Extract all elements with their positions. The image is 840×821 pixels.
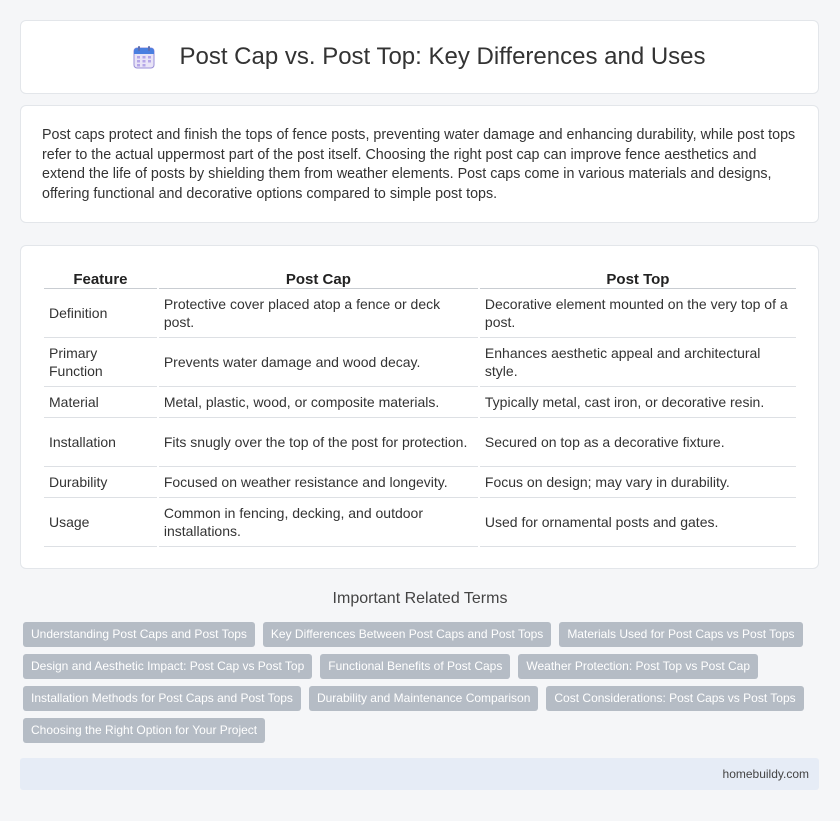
comparison-table-card bbox=[20, 245, 819, 569]
table-cell-feature: Usage bbox=[44, 498, 157, 547]
table-row bbox=[44, 338, 796, 387]
footer-site-name[interactable]: homebuildy.com bbox=[722, 767, 809, 781]
related-term-tag[interactable]: Materials Used for Post Caps vs Post Tops bbox=[559, 622, 802, 647]
table-cell-post-cap: Protective cover placed atop a fence or deck post. bbox=[159, 289, 478, 338]
table-cell-post-top: Typically metal, cast iron, or decorative resin. bbox=[480, 387, 796, 418]
page-title: Post Cap vs. Post Top: Key Differences and Uses bbox=[179, 43, 706, 70]
related-terms-title: Important Related Terms bbox=[332, 590, 508, 607]
table-cell-feature: Durability bbox=[44, 467, 157, 498]
table-cell-feature: Installation bbox=[44, 418, 157, 467]
table-cell-feature: Primary Function bbox=[44, 338, 157, 387]
related-term-tag[interactable]: Understanding Post Caps and Post Tops bbox=[23, 622, 255, 647]
table-row bbox=[44, 418, 796, 467]
table-cell-post-top: Enhances aesthetic appeal and architectural style. bbox=[480, 338, 796, 387]
related-term-tag[interactable]: Functional Benefits of Post Caps bbox=[320, 654, 510, 679]
related-term-tag[interactable]: Design and Aesthetic Impact: Post Cap vs Post Top bbox=[23, 654, 312, 679]
related-term-tag[interactable]: Key Differences Between Post Caps and Post Tops bbox=[263, 622, 551, 647]
table-row bbox=[44, 498, 796, 547]
column-header-post-cap: Post Cap bbox=[159, 264, 478, 289]
column-header-feature: Feature bbox=[44, 264, 157, 289]
header-card bbox=[20, 20, 819, 94]
intro-card bbox=[20, 105, 819, 223]
table-cell-post-cap: Common in fencing, decking, and outdoor installations. bbox=[159, 498, 478, 547]
table-cell-post-top: Used for ornamental posts and gates. bbox=[480, 498, 796, 547]
table-row bbox=[44, 467, 796, 498]
table-cell-post-top: Decorative element mounted on the very top of a post. bbox=[480, 289, 796, 338]
related-term-tag[interactable]: Choosing the Right Option for Your Project bbox=[23, 718, 265, 743]
calendar-icon bbox=[133, 45, 155, 69]
table-cell-post-cap: Prevents water damage and wood decay. bbox=[159, 338, 478, 387]
related-term-tag[interactable]: Weather Protection: Post Top vs Post Cap bbox=[518, 654, 758, 679]
column-header-post-top: Post Top bbox=[480, 264, 796, 289]
table-row bbox=[44, 289, 796, 338]
table-cell-post-cap: Metal, plastic, wood, or composite materials. bbox=[159, 387, 478, 418]
footer bbox=[20, 758, 819, 790]
table-cell-post-top: Secured on top as a decorative fixture. bbox=[480, 418, 796, 467]
comparison-table bbox=[42, 264, 798, 547]
table-cell-feature: Definition bbox=[44, 289, 157, 338]
table-cell-feature: Material bbox=[44, 387, 157, 418]
intro-paragraph: Post caps protect and finish the tops of fence posts, preventing water damage and enhancing durability, while post tops refer to the actual uppermost part of the post itself. Choosing the right post cap can improve fence aesthetics and extend the life of posts by shielding them from weather elements. Post caps come in various materials and designs, offering functional and decorative options compared to simple post tops. bbox=[42, 127, 796, 202]
table-cell-post-cap: Fits snugly over the top of the post for protection. bbox=[159, 418, 478, 467]
related-terms-tags bbox=[23, 622, 823, 750]
table-cell-post-cap: Focused on weather resistance and longevity. bbox=[159, 467, 478, 498]
table-cell-post-top: Focus on design; may vary in durability. bbox=[480, 467, 796, 498]
related-term-tag[interactable]: Durability and Maintenance Comparison bbox=[309, 686, 538, 711]
table-row bbox=[44, 387, 796, 418]
table-header-row bbox=[44, 264, 796, 289]
related-term-tag[interactable]: Installation Methods for Post Caps and Post Tops bbox=[23, 686, 301, 711]
related-term-tag[interactable]: Cost Considerations: Post Caps vs Post Tops bbox=[546, 686, 803, 711]
